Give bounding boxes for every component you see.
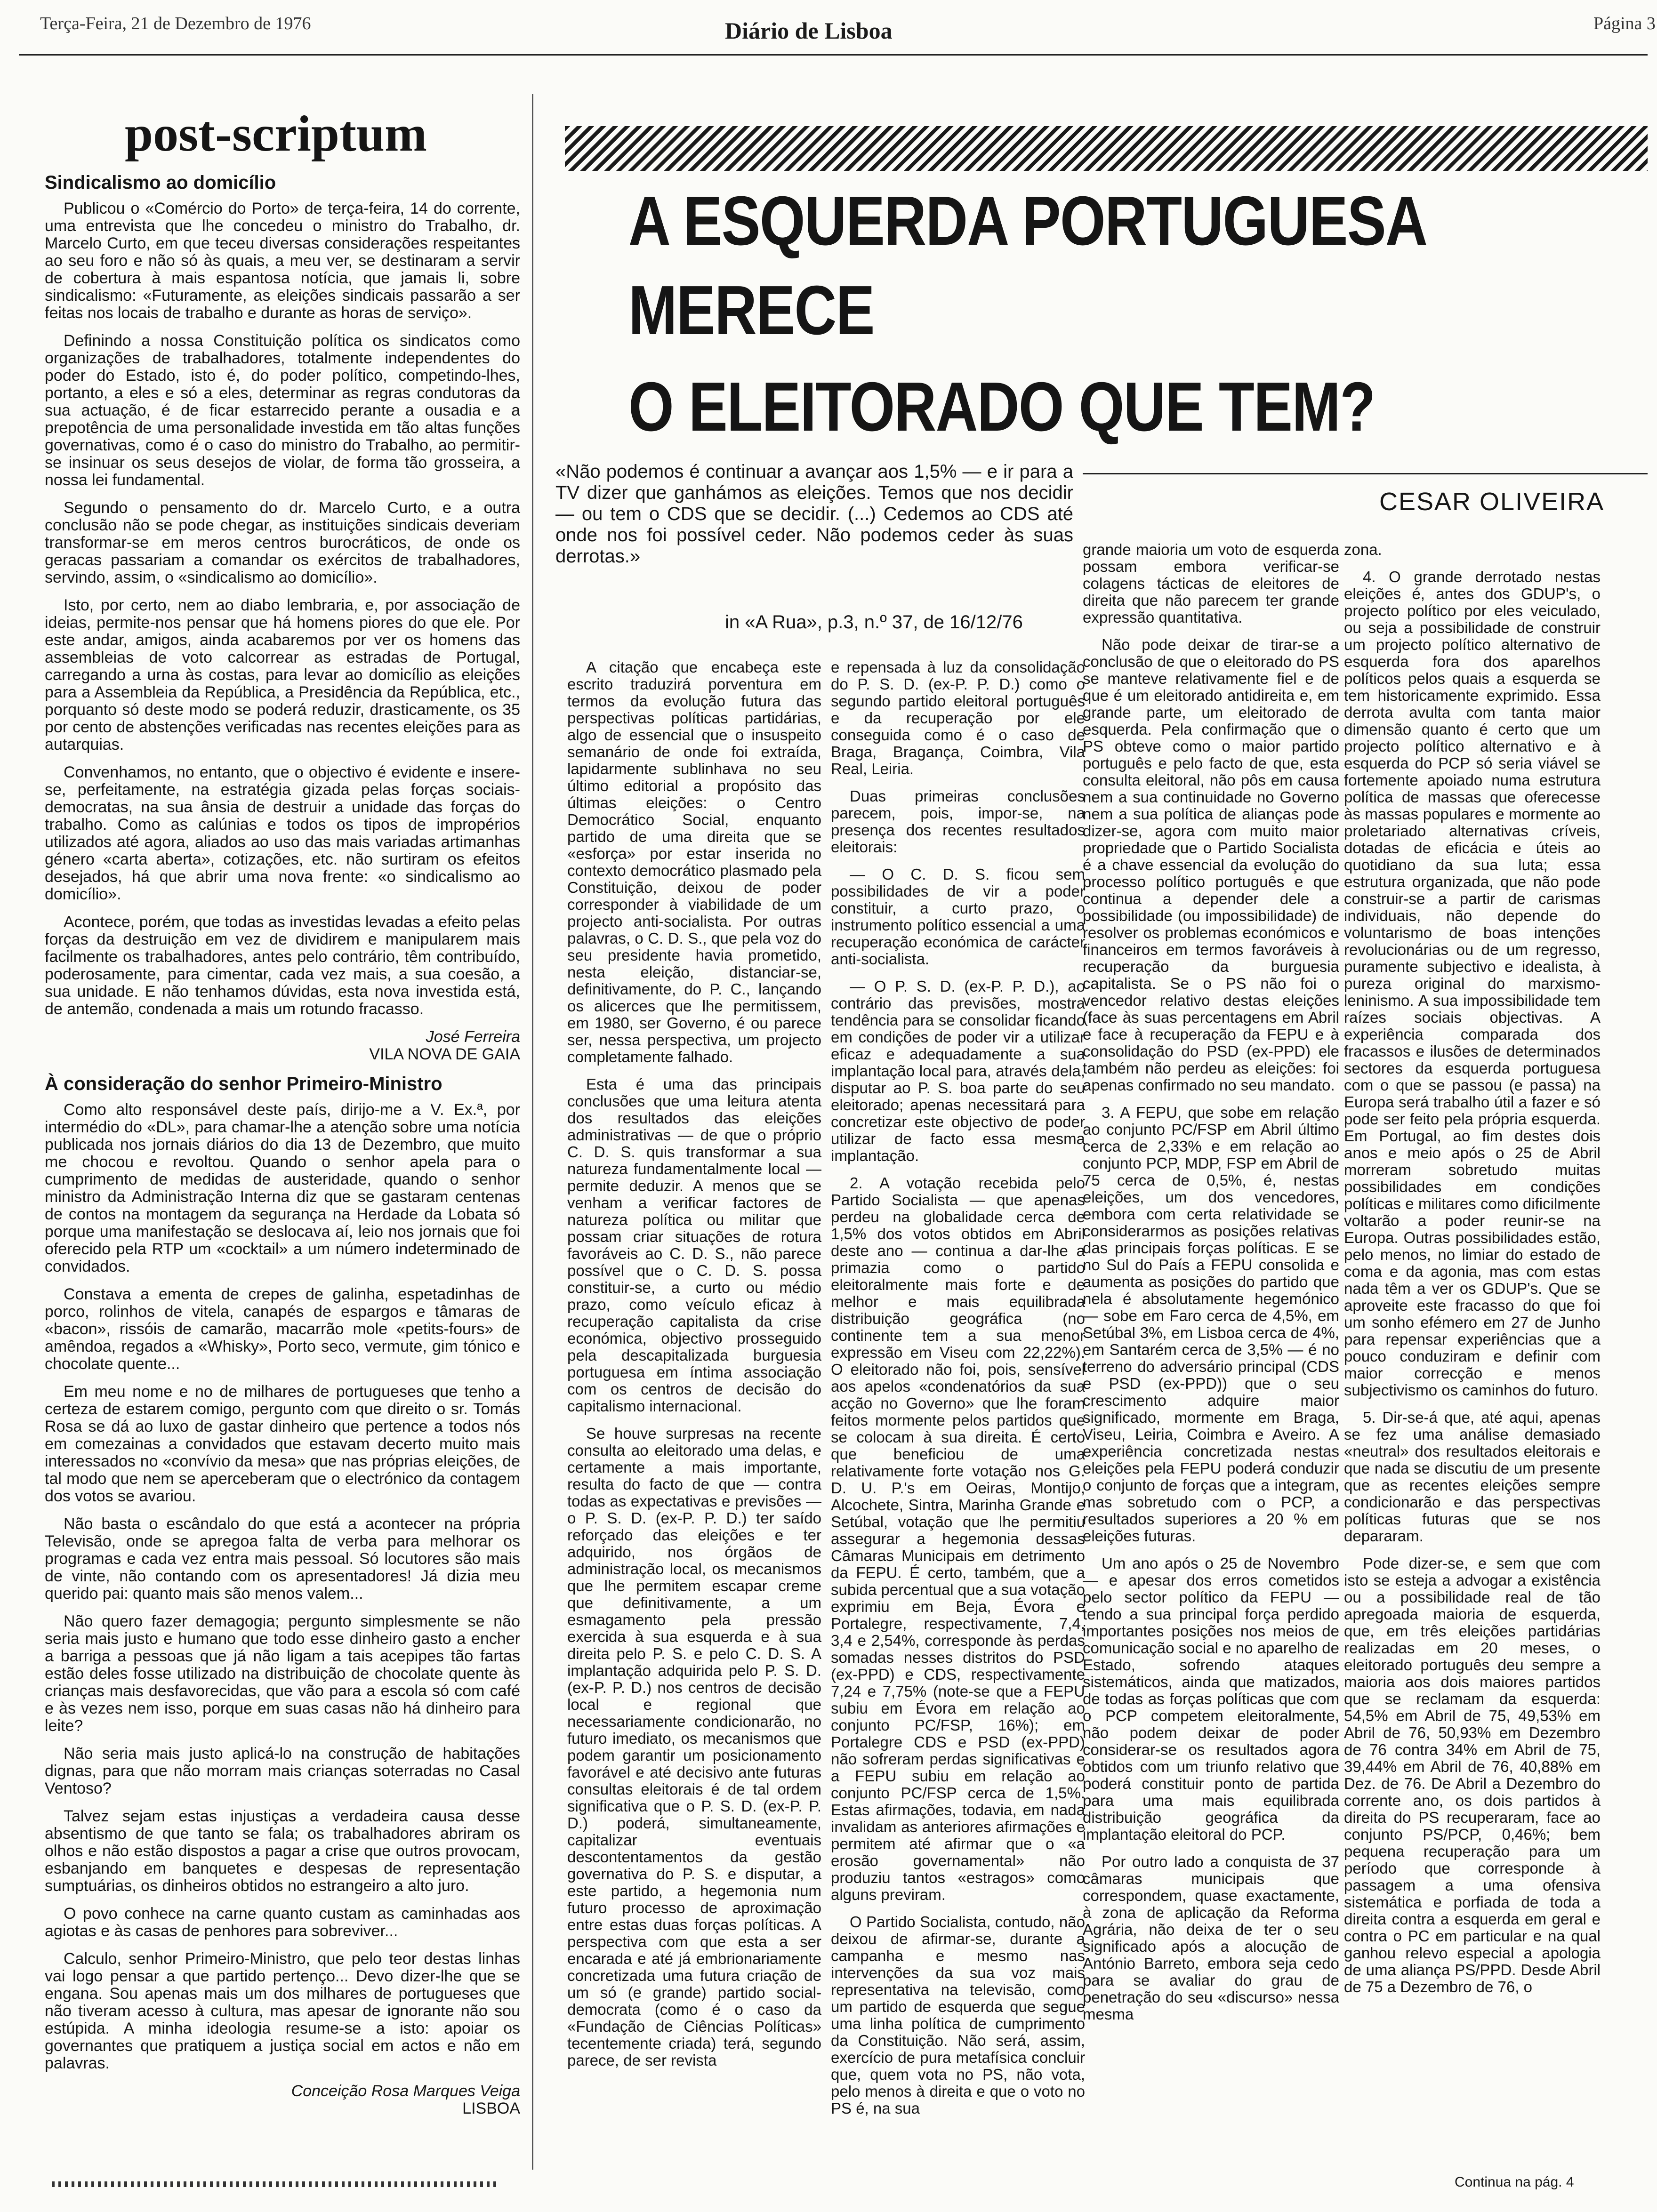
- paragraph: — O C. D. S. ficou sem possibilidades de vir a poder constituir, a curto prazo, o instrumento político essencial a uma recuperação económica de carácter anti-socialista.: [831, 866, 1085, 968]
- paragraph: Não seria mais justo aplicá-lo na construção de habitações dignas, para que não morram mais crianças soterradas no Casal Ventoso?: [45, 1745, 520, 1797]
- post-scriptum-title: post-scriptum: [125, 106, 427, 162]
- byline-place: LISBOA: [462, 2100, 520, 2117]
- footer-strip: [52, 2181, 499, 2187]
- paragraph: Um ano após o 25 de Novembro — e apesar dos erros cometidos pelo sector político da FEPU — tendo a sua principal força perdido importantes posições nos meios de comunicação social e no aparelho de Estado, sofrendo ataques sistemáticos, ainda que matizados, de todas as forças políticas que com o PCP competem eleitoralmente, não podem deixar de poder considerar-se os resultados agora obtidos com um triunfo relativo que poderá constituir ponto de partida para uma mais equilibrada distribuição geográfica da implantação eleitoral do PCP.: [1083, 1555, 1339, 1843]
- page-number: Página 3: [1593, 14, 1656, 33]
- header-date: Terça-Feira, 21 de Dezembro de 1976: [40, 14, 311, 33]
- paragraph: 5. Dir-se-á que, até aqui, apenas se fez uma análise demasiado «neutral» dos resultados eleitorais e que nada se discutiu de um presente que as recentes eleições sempre condicionarão e das perspectivas políticas futuras que se nos depararam.: [1344, 1409, 1601, 1545]
- section-title-sindicalismo: Sindicalismo ao domicílio: [45, 172, 276, 193]
- newspaper-name: Diário de Lisboa: [725, 17, 893, 44]
- byline-place: VILA NOVA DE GAIA: [369, 1045, 520, 1063]
- paragraph: A citação que encabeça este escrito traduzirá porventura em termos da evolução futura das perspectivas políticas partidárias, algo de essencial que o insuspeito semanário de onde foi extraída, lapidarmente sublinhava no seu último editorial a propósito das últimas eleições: o Centro Democrático Social, enquanto partido de uma direita que se «esforça» por estar inserida no contexto democrático plasmado pela Constituição, deixou de poder corresponder à viabilidade de um projecto anti-socialista. Por outras palavras, o C. D. S., que pela voz do seu presidente havia prometido, nesta eleição, distanciar-se, definitivamente, do P. C., lançando os alicerces que lhe permitissem, em 1980, ser Governo, é ou parece ser, nessa perspectiva, um projecto completamente falhado.: [567, 658, 821, 1066]
- paragraph: 3. A FEPU, que sobe em relação ao conjunto PC/FSP em Abril último cerca de 2,33% e em relação ao conjunto PCP, MDP, FSP em Abril de 75 cerca de 0,5%, é, nestas eleições, um dos vencedores, embora com certa relatividade se considerarmos as posições relativas das principais forças políticas. E se no Sul do País a FEPU consolida e aumenta as posições do partido que nela é absolutamente hegemónico — sobe em Faro cerca de 4,5%, em Setúbal 3%, em Lisboa cerca de 4%, em Santarém cerca de 3,5% — é no terreno do adversário principal (CDS e PSD (ex-PPD)) que o seu crescimento adquire maior significado, mormente em Braga, Viseu, Leiria, Coimbra e Aveiro. A experiência concretizada nestas eleições pela FEPU poderá conduzir o conjunto de forças que a integram, mas sobretudo com o PCP, a resultados superiores a 20 % em eleições futuras.: [1083, 1104, 1339, 1545]
- paragraph: Duas primeiras conclusões parecem, pois, impor-se, na presença dos recentes resultados eleitorais:: [831, 787, 1085, 856]
- headline-line-1: A ESQUERDA PORTUGUESA: [628, 182, 1427, 260]
- paragraph: Não pode deixar de tirar-se a conclusão de que o eleitorado do PS se manteve relativamente fiel e de que é um eleitorado antidireita e, em grande parte, um eleitorado de esquerda. Pela confirmação que o PS obteve como o maior partido português e pelo facto de que, esta consulta eleitoral, não pôs em causa nem a sua continuidade no Governo nem a sua política de alianças pode dizer-se, agora com muito maior propriedade que o Partido Socialista é a chave essencial da evolução do processo político português e que continua a depender dele a possibilidade (ou impossibilidade) de resolver os problemas económicos e financeiros em termos favoráveis à recuperação da burguesia capitalista. Se o PS não foi o vencedor relativo destas eleições (face às suas percentagens em Abril e face à recuperação da FEPU e à consolidação do PSD (ex-PPD) ele também não perdeu as eleições: foi apenas confirmado no seu mandato.: [1083, 636, 1339, 1094]
- paragraph: Por outro lado a conquista de 37 câmaras municipais que correspondem, quase exactamente, à zona de aplicação da Reforma Agrária, não deixa de ter o seu significado após a alocução de António Barreto, embora seja cedo para se avaliar do grau de penetração do seu «discurso» nessa mesma: [1083, 1853, 1339, 2023]
- header-rule: [19, 54, 1648, 56]
- headline-line-2: MERECE: [628, 272, 874, 349]
- column-rule: [532, 94, 533, 2170]
- paragraph: Em meu nome e no de milhares de portugueses que tenho a certeza de estarem comigo, pergunto com que direito o sr. Tomás Rosa se dá ao luxo de gastar dinheiro que pertence a todos nós em comezainas a convidados que estavam decerto muito mais interessados no «convívio da mesa» que nas próprias eleições, de tal modo que nem se aperceberam que o electrónico da contagem dos votos se avariou.: [45, 1383, 520, 1505]
- paragraph: Isto, por certo, nem ao diabo lembraria, e, por associação de ideias, permite-nos pensar que há homens piores do que ele. Por este andar, amigos, ainda acabaremos por ver os homens das assembleias de voto calcorrear as estradas de Portugal, carregando a urna às costas, para levar ao domicílio as eleições para a Assembleia da República, a Presidência da República, etc., porquanto só deste modo se poderá reduzir, drasticamente, os 35 por cento de abstenções verificadas nas recentes eleições para as autarquias.: [45, 596, 520, 753]
- paragraph: O Partido Socialista, contudo, não deixou de afirmar-se, durante a campanha e mesmo nas intervenções da sua voz mais representativa na televisão, como um partido de esquerda que segue uma linha política de cumprimento da Constituição. Não será, assim, exercício de pura metafísica concluir que, quem vota no PS, não vota, pelo menos à direita e que o voto no PS é, na sua: [831, 1913, 1085, 2117]
- paragraph: Não quero fazer demagogia; pergunto simplesmente se não seria mais justo e humano que todo esse dinheiro gasto a encher a barriga a pessoas que já não ligam a tais acepipes tão fartas estão deles fosse utilizado na distribuição de chocolate quente às crianças mais desfavorecidas, que vão para a escola só com café e às vezes nem isso, porque em suas casas não há dinheiro para leite?: [45, 1612, 520, 1735]
- paragraph: Convenhamos, no entanto, que o objectivo é evidente e insere-se, perfeitamente, na estratégia gizada pelas forças sociais-democratas, na sua ânsia de destruir a unidade das forças do trabalho. Como as calúnias e todos os tipos de impropérios utilizados até agora, aliados ao uso das mais variadas artimanhas género «carta aberta», cotizações, etc. não surtiram os efeitos desejados, há que abrir uma nova frente: «o sindicalismo ao domicílio».: [45, 763, 520, 903]
- paragraph: Definindo a nossa Constituição política os sindicatos como organizações de trabalhadores, totalmente independentes do poder do Estado, isto é, do poder político, competindo-lhes, portanto, a eles e só a eles, determinar as regras condutoras da sua actuação, é de ficar estarrecido perante a ousadia e a prepotência de uma personalidade investida em tão altas funções governativas, como é o caso do ministro do Trabalho, ao permitir-se insinuar os seus desejos de violar, de forma tão grosseira, a nossa lei fundamental.: [45, 332, 520, 489]
- paragraph: Como alto responsável deste país, dirijo-me a V. Ex.ª, por intermédio do «DL», para chamar-lhe a atenção sobre uma notícia publicada nos jornais diários do dia 13 de Dezembro, que muito me chocou e revoltou. Quando o senhor apela para o cumprimento de medidas de austeridade, quando o senhor ministro da Administração Interna diz que se gastaram centenas de contos na montagem da segurança na Herdade da Lobata só porque uma manifestação se deslocava aí, leio nos jornais que foi oferecido pela RTP um «cocktail» a um número indeterminado de convidados.: [45, 1101, 520, 1275]
- byline: José Ferreira: [426, 1028, 520, 1046]
- paragraph: Segundo o pensamento do dr. Marcelo Curto, e a outra conclusão não se pode chegar, as instituições sindicais deveriam transformar-se em meros centros burocráticos, de onde os geracas passariam a comandar os exércitos de trabalhadores, servindo, assim, o «sindicalismo ao domicílio».: [45, 499, 520, 586]
- paragraph: Acontece, porém, que todas as investidas levadas a efeito pelas forças da destruição em vez de dividirem e manipularem mais facilmente os trabalhadores, antes pelo contrário, têm contribuído, poderosamente, para cimentar, cada vez mais, a sua coesão, a sua unidade. E não tenhamos dúvidas, esta nova investida está, de antemão, condenada a mais um rotundo fracasso.: [45, 913, 520, 1018]
- paragraph: grande maioria um voto de esquerda possam embora verificar-se colagens tácticas de eleitores de direita que não parecem ter grande expressão quantitativa.: [1083, 541, 1339, 626]
- quote-source: in «A Rua», p.3, n.º 37, de 16/12/76: [725, 612, 1023, 633]
- paragraph: Constava a ementa de crepes de galinha, espetadinhas de porco, rolinhos de vitela, canapés de espargos e tâmaras de «bacon», rissóis de camarão, macarrão mole «petits-fours» de amêndoa, regados a «Whisky», Porto seco, vermute, gim tónico e chocolate quente...: [45, 1285, 520, 1373]
- hatched-banner: [565, 126, 1648, 171]
- paragraph: Pode dizer-se, e sem que com isto se esteja a advogar a existência ou a possibilidade real de tão apregoada maioria de esquerda, que, em três eleições partidárias realizadas em 20 meses, o eleitorado português deu sempre a maioria aos dois maiores partidos que se reclamam da esquerda: 54,5% em Abril de 75, 49,53% em Abril de 76, 50,93% em Dezembro de 76 contra 34% em Abril de 75, 39,44% em Abril de 76, 40,88% em Dez. de 76. De Abril a Dezembro do corrente ano, os dois partidos à direita do PS recuperaram, face ao conjunto PS/PCP, 0,46%; bem pequena recuperação para um período que corresponde à passagem a uma ofensiva sistemática e porfiada de toda a direita contra a esquerda em geral e contra o PC em particular e na qual ganhou relevo especial a apologia de uma aliança PS/PPD. Desde Abril de 75 a Dezembro de 76, o: [1344, 1555, 1601, 1996]
- article-author: CESAR OLIVEIRA: [1379, 488, 1605, 516]
- paragraph: — O P. S. D. (ex-P. P. D.), ao contrário das previsões, mostra tendência para se consolidar ficando em condições de poder vir a utilizar eficaz e adequadamente a sua implantação local para, através dela, disputar ao P. S. boa parte do seu eleitorado; apenas necessitará para concretizar este objectivo de poder utilizar de facto essa mesma implantação.: [831, 978, 1085, 1164]
- continued-link[interactable]: Continua na pág. 4: [1455, 2174, 1574, 2190]
- article-column-3: [1083, 541, 1339, 2033]
- paragraph: Publicou o «Comércio do Porto» de terça-feira, 14 do corrente, uma entrevista que lhe concedeu o ministro do Trabalho, dr. Marcelo Curto, em que teceu diversas considerações respeitantes ao seu foro e não só às quais, a meu ver, se destinaram a servir de cobertura à mais espantosa notícia, que jamais li, sobre sindicalismo: «Futuramente, as eleições sindicais passarão a ser feitas nos locais de trabalho e durante as horas de serviço».: [45, 200, 520, 322]
- paragraph: Calculo, senhor Primeiro-Ministro, que pelo teor destas linhas vai logo pensar a que partido pertenço... Devo dizer-lhe que se engana. Sou apenas mais um dos milhares de portugueses que não tiveram acesso à cultura, mas apesar de ignorante não sou estúpida. A minha ideologia resume-se a isto: apoiar os governantes que pratiquem a justiça social em actos e não em palavras.: [45, 1950, 520, 2072]
- paragraph: Talvez sejam estas injustiças a verdadeira causa desse absentismo de que tanto se fala; os trabalhadores abriram os olhos e não estão dispostos a pagar a crise que outros provocam, esbanjando em banquetes e despesas de representação sumptuárias, os dinheiros obtidos no estrangeiro a alto juro.: [45, 1807, 520, 1895]
- paragraph: e repensada à luz da consolidação do P. S. D. (ex-P. P. D.) como o segundo partido eleitoral português e da recuperação por ele conseguida como é o caso de Braga, Bragança, Coimbra, Vila Real, Leiria.: [831, 658, 1085, 777]
- paragraph: Não basta o escândalo do que está a acontecer na própria Televisão, onde se apregoa falta de verba para melhorar os programas e cada vez entra mais pessoal. Só locutores são mais de vinte, não contando com os apresentadores! Já dizia meu querido pai: quanto mais são menos valem...: [45, 1515, 520, 1603]
- left-column: [45, 89, 520, 2130]
- article-column-2: [831, 659, 1085, 2127]
- paragraph: Se houve surpresas na recente consulta ao eleitorado uma delas, e certamente a mais importante, resulta do facto de que — contra todas as expectativas e previsões — o P. S. D. (ex-P. P. D.) ter saído reforçado das eleições e ter adquirido, nos órgãos de administração local, os mecanismos que lhe permitem escapar creme que definitivamente, a um esmagamento pela pressão exercida à sua esquerda e à sua direita pelo P. S. e pelo C. D. S. A implantação adquirida pelo P. S. D. (ex-P. P. D.) nos centros de decisão local e regional que necessariamente condicionarão, no futuro imediato, os mecanismos que podem garantir um posicionamento favorável e até decisivo ante futuras consultas eleitorais é de tal ordem significativa que o P. S. D. (ex-P. P. D.) poderá, simultaneamente, capitalizar eventuais descontentamentos da gestão governativa do P. S. e disputar, a este partido, a hegemonia num futuro processo de aproximação entre estas duas forças políticas. A perspectiva com que esta a ser encarada e até já embrionariamente concretizada uma futura criação de um só (e grande) partido social-democrata (como é o caso da «Fundação de Ciências Políticas» tecentemente criada) terá, segundo parece, de ser revista: [567, 1425, 821, 2069]
- paragraph: 4. O grande derrotado nestas eleições é, antes dos GDUP's, o projecto político por eles veiculado, ou seja a possibilidade de construir um projecto político alternativo de esquerda fora dos aparelhos políticos pelos quais a esquerda se tem historicamente exprimido. Essa derrota avulta com tanta maior dimensão quanto é certo que um projecto político alternativo e à esquerda do PCP só seria viável se fortemente apoiado numa estrutura política de massas que oferecesse às massas populares e mormente ao proletariado alternativas críveis, dotadas de eficácia e úteis ao quotidiano da sua luta; essa estrutura organizada, que não pode construir-se a partir de carismas individuais, não depende do voluntarismo de boas intenções revolucionárias ou de um regresso, puramente subjectivo e idealista, à pureza original do marxismo-leninismo. A sua impossibilidade tem raízes sociais objectivas. A experiência comparada dos fracassos e ilusões de determinados sectores da esquerda portuguesa com o que se passou (e passa) na Europa será trabalho útil a fazer e só pode ser feito pela própria esquerda. Em Portugal, ao fim destes dois anos e meio após o 25 de Abril morreram sobretudo muitas possibilidades em condições políticas e militares como dificilmente voltarão a poder reunir-se na Europa. Outras possibilidades estão, pelo menos, no limiar do estado de coma e da agonia, mas com estas nada têm a ver os GDUP's. Que se aproveite este fracasso do que foi um sonho efémero em 27 de Junho para repensar experiências que a pouco conduziram e definir com maior correcção e menos subjectivismo os caminhos do futuro.: [1344, 568, 1601, 1399]
- section-title-primeiro-ministro: À consideração do senhor Primeiro-Ministro: [45, 1074, 442, 1094]
- lead-quote: [555, 461, 1073, 567]
- paragraph: 2. A votação recebida pelo Partido Socialista — que apenas perdeu na globalidade cerca de 1,5% dos votos obtidos em Abril deste ano — continua a dar-lhe a primazia como o partido eleitoralmente mais forte e de melhor e mais equilibrada distribuição geográfica (no continente tem a sua menor expressão em Viseu com 22,22%). O eleitorado não foi, pois, sensível aos apelos «condenatórios da sua acção no Governo» que lhe foram feitos mormente pelos partidos que se colocam à sua direita. É certo que beneficiou de uma relativamente forte votação nos G. D. U. P.'s em Oeiras, Montijo, Alcochete, Sintra, Marinha Grande e Setúbal, votação que lhe permitiu assegurar a hegemonia dessas Câmaras Municipais em detrimento da FEPU. É certo, também, que a subida percentual que a sua votação exprimiu em Beja, Évora e Portalegre, respectivamente, 7,4, 3,4 e 2,54%, corresponde às perdas somadas nesses distritos do PSD (ex-PPD) e CDS, respectivamente 7,24 e 7,75% (note-se que a FEPU subiu em Évora em relação ao conjunto PC/FSP, 16%); em Portalegre CDS e PSD (ex-PPD) não sofreram perdas significativas e a FEPU subiu em relação ao conjunto PC/FSP cerca de 1,5%. Estas afirmações, todavia, em nada invalidam as anteriores afirmações e permitem até afirmar que o «a erosão governamental» não produziu tantos «estragos» como alguns previram.: [831, 1174, 1085, 1903]
- author-rule: [1083, 473, 1648, 474]
- headline-line-3: O ELEITORADO QUE TEM?: [628, 368, 1375, 446]
- byline: Conceição Rosa Marques Veiga: [291, 2082, 520, 2100]
- paragraph: zona.: [1344, 541, 1382, 558]
- article-column-1: [567, 659, 821, 2079]
- paragraph: Esta é uma das principais conclusões que uma leitura atenta dos resultados das eleições administrativas — de que o próprio C. D. S. quis transformar a sua natureza fundamentalmente local — permite deduzir. A menos que se venham a verificar factores de natureza política ou militar que possam criar situações de rotura favoráveis ao C. D. S., não parece possível que o C. D. S. possa constituir-se, a curto ou médio prazo, como veículo eficaz à recuperação capitalista da crise económica, objectivo prosseguido pela descapitalizada burguesia portuguesa em íntima associação com os centros de decisão do capitalismo internacional.: [567, 1075, 821, 1415]
- paragraph: O povo conhece na carne quanto custam as caminhadas aos agiotas e às casas de penhores para sobreviver...: [45, 1905, 520, 1940]
- article-column-4: [1344, 541, 1601, 2006]
- lead-quote-text: «Não podemos é continuar a avançar aos 1,5% — e ir para a TV dizer que ganhámos as eleições. Temos que nos decidir — ou tem o CDS que se decidir. (...) Cedemos ao CDS até onde nos foi possível ceder. Não podemos ceder às suas derrotas.»: [555, 461, 1073, 567]
